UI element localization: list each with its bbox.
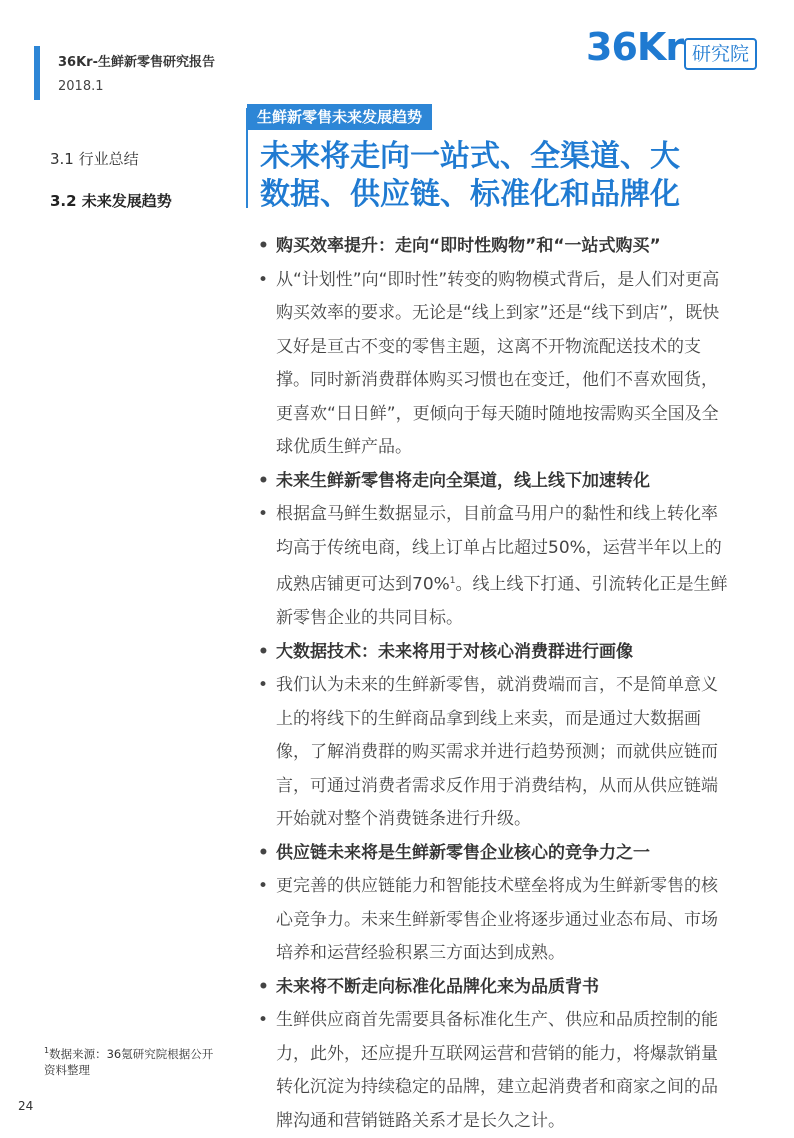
logo-subtitle: 研究院 — [684, 38, 757, 70]
point-body-text: 根据盒马鲜生数据显示，目前盒马用户的黏性和线上转化率均高于传统电商，线上订单占比超过50%，运营半年以上的成熟店铺更可达到70% — [276, 504, 722, 595]
trend-list — [258, 230, 728, 1138]
point-body: • 生鲜供应商首先需要具备标准化生产、供应和品质控制的能力，此外，还应提升互联网运营和营销的能力，将爆款销量转化沉淀为持续稳定的品牌，建立起消费者和商家之间的品牌沟通和营销链路关系才是长久之计。 — [258, 1004, 728, 1138]
point-heading: • 未来生鲜新零售将走向全渠道，线上线下加速转化 — [258, 465, 728, 499]
point-heading: • 未来将不断走向标准化品牌化来为品质背书 — [258, 971, 728, 1005]
section-tag: 生鲜新零售未来发展趋势 — [247, 104, 432, 130]
page-number: 24 — [18, 1099, 34, 1113]
footnote — [44, 1043, 224, 1078]
sidebar-item-future-trends[interactable]: 3.2 未来发展趋势 — [50, 192, 172, 210]
report-title: 36Kr-生鲜新零售研究报告 — [58, 55, 215, 70]
point-body: • 从“计划性”向“即时性”转变的购物模式背后，是人们对更高购买效率的要求。无论是“线上到家”还是“线下到店”，既快又好是亘古不变的零售主题，这离不开物流配送技术的支撑。同时新消费群体购买习惯也在变迁，他们不喜欢囤货，更喜欢“日日鲜”，更倾向于每天随时随地按需购买全国及全球优质生鲜产品。 — [258, 264, 728, 465]
report-date: 2018.1 — [58, 79, 104, 94]
logo-mark: 36Kr — [586, 25, 684, 69]
point-heading: • 购买效率提升：走向“即时性购物”和“一站式购买” — [258, 230, 728, 264]
point-heading: • 大数据技术：未来将用于对核心消费群进行画像 — [258, 636, 728, 670]
point-body: • 更完善的供应链能力和智能技术壁垒将成为生鲜新零售的核心竞争力。未来生鲜新零售企业将逐步通过业态布局、市场培养和运营经验积累三方面达到成熟。 — [258, 870, 728, 971]
point-body — [258, 498, 728, 636]
page-title-line-2: 数据、供应链、标准化和品牌化 — [260, 177, 680, 212]
point-heading: • 供应链未来将是生鲜新零售企业核心的竞争力之一 — [258, 837, 728, 871]
sidebar-item-industry-summary[interactable]: 3.1 行业总结 — [50, 150, 139, 168]
footnote-text: 数据来源：36氪研究院根据公开资料整理 — [44, 1046, 214, 1077]
page-title — [260, 138, 780, 214]
point-body: • 我们认为未来的生鲜新零售，就消费端而言，不是简单意义上的将线下的生鲜商品拿到线上来卖，而是通过大数据画像，了解消费群的购买需求并进行趋势预测；而就供应链而言，可通过消费者需求反作用于消费结构，从而从供应链端开始就对整个消费链条进行升级。 — [258, 669, 728, 837]
footnote-ref: 1 — [449, 576, 456, 586]
point-body-text: 。线上线下打通、引流转化正是生鲜新零售企业的共同目标。 — [276, 574, 728, 629]
page-title-line-1: 未来将走向一站式、全渠道、大 — [260, 139, 680, 174]
brand-logo — [586, 22, 768, 72]
header-accent-bar — [34, 46, 40, 100]
footnote-marker: 1 — [44, 1046, 50, 1055]
